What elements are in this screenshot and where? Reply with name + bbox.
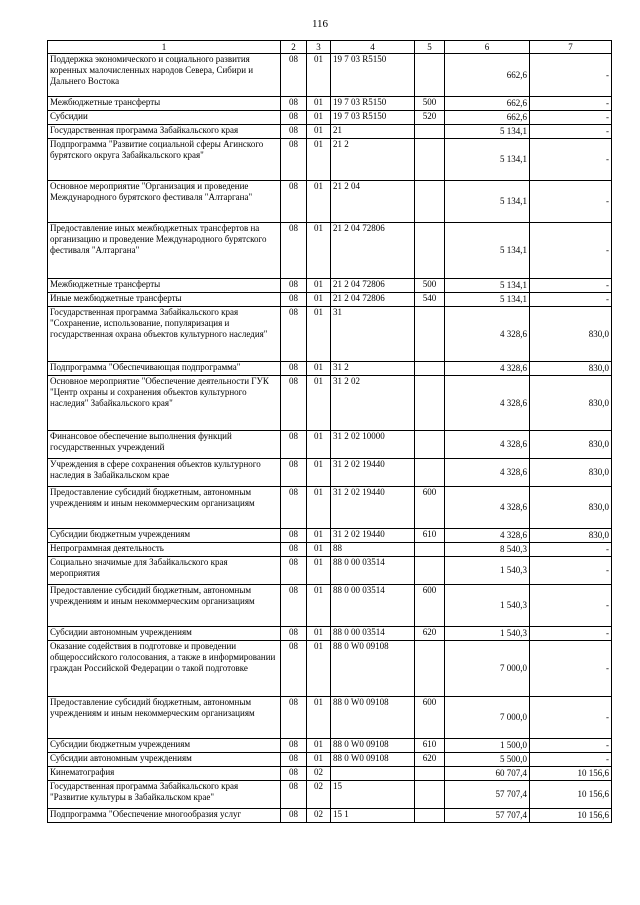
header-row: [48, 41, 612, 54]
target-article-cell: 31: [331, 307, 415, 362]
target-article-cell: [331, 767, 415, 781]
expense-type-cell: [415, 809, 445, 823]
section-cell: 08: [281, 487, 307, 529]
table-row: [48, 459, 612, 487]
amount-cell: 5 500,0: [445, 753, 530, 767]
amount-cell: 4 328,6: [445, 431, 530, 459]
amount-cell: 662,6: [445, 54, 530, 97]
target-article-cell: 88 0 W0 09108: [331, 697, 415, 739]
target-article-cell: 21 2 04 72806: [331, 279, 415, 293]
table-row: [48, 809, 612, 823]
target-article-cell: 88 0 00 03514: [331, 585, 415, 627]
section-cell: 08: [281, 125, 307, 139]
expense-type-cell: 500: [415, 97, 445, 111]
section-cell: 08: [281, 293, 307, 307]
row-name-cell: Основное мероприятие "Организация и проведение Международного бурятского фестиваля "Алтаргана": [48, 181, 281, 223]
amount-cell: 5 134,1: [445, 139, 530, 181]
amount-cell: 5 134,1: [445, 181, 530, 223]
section-cell: 08: [281, 753, 307, 767]
target-article-cell: 88 0 W0 09108: [331, 641, 415, 697]
expense-type-cell: 620: [415, 753, 445, 767]
expense-type-cell: [415, 376, 445, 431]
row-name-cell: Государственная программа Забайкальского края "Развитие культуры в Забайкальском крае": [48, 781, 281, 809]
amount-federal-cell: 830,0: [530, 487, 612, 529]
section-cell: 08: [281, 54, 307, 97]
section-cell: 08: [281, 362, 307, 376]
subsection-cell: 01: [307, 431, 331, 459]
table-row: [48, 307, 612, 362]
target-article-cell: 31 2 02 19440: [331, 459, 415, 487]
target-article-cell: 88 0 W0 09108: [331, 739, 415, 753]
row-name-cell: Кинематография: [48, 767, 281, 781]
amount-federal-cell: -: [530, 557, 612, 585]
subsection-cell: 01: [307, 697, 331, 739]
amount-federal-cell: 10 156,6: [530, 767, 612, 781]
row-name-cell: Межбюджетные трансферты: [48, 97, 281, 111]
section-cell: 08: [281, 543, 307, 557]
amount-federal-cell: -: [530, 697, 612, 739]
section-cell: 08: [281, 557, 307, 585]
table-row: [48, 543, 612, 557]
expense-type-cell: [415, 54, 445, 97]
amount-federal-cell: -: [530, 139, 612, 181]
expense-type-cell: 620: [415, 627, 445, 641]
row-name-cell: Учреждения в сфере сохранения объектов культурного наследия в Забайкальском крае: [48, 459, 281, 487]
table-row: [48, 739, 612, 753]
table-row: [48, 431, 612, 459]
row-name-cell: Непрограммная деятельность: [48, 543, 281, 557]
subsection-cell: 01: [307, 627, 331, 641]
expense-type-cell: 600: [415, 487, 445, 529]
amount-cell: 7 000,0: [445, 641, 530, 697]
amount-cell: 5 134,1: [445, 279, 530, 293]
section-cell: 08: [281, 111, 307, 125]
amount-cell: 1 500,0: [445, 739, 530, 753]
row-name-cell: Финансовое обеспечение выполнения функций государственных учреждений: [48, 431, 281, 459]
amount-cell: 5 134,1: [445, 293, 530, 307]
subsection-cell: 01: [307, 139, 331, 181]
amount-federal-cell: 830,0: [530, 529, 612, 543]
expense-type-cell: [415, 223, 445, 279]
target-article-cell: 15: [331, 781, 415, 809]
amount-cell: 1 540,3: [445, 557, 530, 585]
amount-federal-cell: -: [530, 753, 612, 767]
section-cell: 08: [281, 767, 307, 781]
row-name-cell: Субсидии: [48, 111, 281, 125]
subsection-cell: 02: [307, 767, 331, 781]
amount-federal-cell: -: [530, 627, 612, 641]
subsection-cell: 01: [307, 307, 331, 362]
amount-federal-cell: -: [530, 543, 612, 557]
section-cell: 08: [281, 627, 307, 641]
expense-type-cell: [415, 362, 445, 376]
subsection-cell: 01: [307, 739, 331, 753]
table-row: [48, 767, 612, 781]
table-row: [48, 557, 612, 585]
section-cell: 08: [281, 181, 307, 223]
subsection-cell: 01: [307, 54, 331, 97]
amount-cell: 662,6: [445, 111, 530, 125]
budget-table: [47, 40, 612, 823]
amount-federal-cell: -: [530, 125, 612, 139]
section-cell: 08: [281, 376, 307, 431]
section-cell: 08: [281, 223, 307, 279]
amount-federal-cell: 830,0: [530, 431, 612, 459]
row-name-cell: Подпрограмма "Развитие социальной сферы Агинского бурятского округа Забайкальского края": [48, 139, 281, 181]
section-cell: 08: [281, 529, 307, 543]
table-row: [48, 641, 612, 697]
column-header: 6: [445, 41, 530, 54]
target-article-cell: 88 0 00 03514: [331, 627, 415, 641]
expense-type-cell: [415, 767, 445, 781]
subsection-cell: 01: [307, 376, 331, 431]
section-cell: 08: [281, 781, 307, 809]
column-header: 7: [530, 41, 612, 54]
subsection-cell: 02: [307, 809, 331, 823]
expense-type-cell: 600: [415, 697, 445, 739]
expense-type-cell: 500: [415, 279, 445, 293]
amount-federal-cell: 830,0: [530, 459, 612, 487]
amount-federal-cell: -: [530, 223, 612, 279]
table-row: [48, 293, 612, 307]
column-header: 1: [48, 41, 281, 54]
section-cell: 08: [281, 279, 307, 293]
target-article-cell: 21 2: [331, 139, 415, 181]
amount-federal-cell: -: [530, 739, 612, 753]
amount-cell: 4 328,6: [445, 529, 530, 543]
expense-type-cell: 610: [415, 739, 445, 753]
expense-type-cell: [415, 781, 445, 809]
table-row: [48, 54, 612, 97]
target-article-cell: 21: [331, 125, 415, 139]
table-row: [48, 753, 612, 767]
expense-type-cell: [415, 557, 445, 585]
expense-type-cell: 600: [415, 585, 445, 627]
table-row: [48, 111, 612, 125]
row-name-cell: Предоставление субсидий бюджетным, автономным учреждениям и иным некоммерческим организациям: [48, 697, 281, 739]
subsection-cell: 01: [307, 362, 331, 376]
section-cell: 08: [281, 697, 307, 739]
amount-cell: 4 328,6: [445, 362, 530, 376]
column-header: 5: [415, 41, 445, 54]
subsection-cell: 01: [307, 181, 331, 223]
section-cell: 08: [281, 307, 307, 362]
section-cell: 08: [281, 459, 307, 487]
target-article-cell: 19 7 03 R5150: [331, 97, 415, 111]
subsection-cell: 01: [307, 125, 331, 139]
row-name-cell: Субсидии бюджетным учреждениям: [48, 529, 281, 543]
table-row: [48, 781, 612, 809]
column-header: 4: [331, 41, 415, 54]
row-name-cell: Иные межбюджетные трансферты: [48, 293, 281, 307]
amount-federal-cell: -: [530, 97, 612, 111]
row-name-cell: Подпрограмма "Обеспечение многообразия услуг: [48, 809, 281, 823]
row-name-cell: Субсидии автономным учреждениям: [48, 753, 281, 767]
expense-type-cell: [415, 431, 445, 459]
table-row: [48, 376, 612, 431]
row-name-cell: Субсидии автономным учреждениям: [48, 627, 281, 641]
amount-cell: 60 707,4: [445, 767, 530, 781]
expense-type-cell: [415, 139, 445, 181]
expense-type-cell: [415, 181, 445, 223]
amount-cell: 4 328,6: [445, 307, 530, 362]
table-row: [48, 139, 612, 181]
target-article-cell: 21 2 04 72806: [331, 293, 415, 307]
subsection-cell: 01: [307, 293, 331, 307]
table-row: [48, 585, 612, 627]
amount-federal-cell: -: [530, 585, 612, 627]
expense-type-cell: 610: [415, 529, 445, 543]
table-row: [48, 279, 612, 293]
row-name-cell: Предоставление субсидий бюджетным, автономным учреждениям и иным некоммерческим организациям: [48, 487, 281, 529]
amount-cell: 4 328,6: [445, 459, 530, 487]
target-article-cell: 31 2 02 19440: [331, 487, 415, 529]
section-cell: 08: [281, 431, 307, 459]
table-row: [48, 223, 612, 279]
target-article-cell: 19 7 03 R5150: [331, 111, 415, 125]
expense-type-cell: 540: [415, 293, 445, 307]
amount-federal-cell: 830,0: [530, 362, 612, 376]
target-article-cell: 31 2 02 10000: [331, 431, 415, 459]
amount-federal-cell: -: [530, 54, 612, 97]
amount-federal-cell: -: [530, 279, 612, 293]
table-row: [48, 627, 612, 641]
amount-cell: 1 540,3: [445, 627, 530, 641]
row-name-cell: Государственная программа Забайкальского края: [48, 125, 281, 139]
amount-cell: 57 707,4: [445, 809, 530, 823]
target-article-cell: 88: [331, 543, 415, 557]
target-article-cell: 88 0 00 03514: [331, 557, 415, 585]
target-article-cell: 31 2 02 19440: [331, 529, 415, 543]
subsection-cell: 01: [307, 557, 331, 585]
subsection-cell: 01: [307, 487, 331, 529]
target-article-cell: 21 2 04: [331, 181, 415, 223]
target-article-cell: 19 7 03 R5150: [331, 54, 415, 97]
amount-federal-cell: -: [530, 181, 612, 223]
amount-cell: 8 540,3: [445, 543, 530, 557]
row-name-cell: Субсидии бюджетным учреждениям: [48, 739, 281, 753]
subsection-cell: 01: [307, 543, 331, 557]
target-article-cell: 31 2: [331, 362, 415, 376]
page-number: 116: [311, 18, 329, 30]
target-article-cell: 88 0 W0 09108: [331, 753, 415, 767]
section-cell: 08: [281, 641, 307, 697]
subsection-cell: 01: [307, 223, 331, 279]
amount-federal-cell: -: [530, 293, 612, 307]
subsection-cell: 01: [307, 585, 331, 627]
amount-cell: 5 134,1: [445, 125, 530, 139]
table-row: [48, 181, 612, 223]
amount-cell: 7 000,0: [445, 697, 530, 739]
row-name-cell: Государственная программа Забайкальского края "Сохранение, использование, популяризация и государственная охрана объектов культурного наследия": [48, 307, 281, 362]
row-name-cell: Оказание содействия в подготовке и проведении общероссийского голосования, а также в информировании граждан Российской Федерации о такой подготовке: [48, 641, 281, 697]
row-name-cell: Основное мероприятие "Обеспечение деятельности ГУК "Центр охраны и сохранения объектов культурного наследия" Забайкальского края": [48, 376, 281, 431]
section-cell: 08: [281, 139, 307, 181]
table-row: [48, 97, 612, 111]
table-row: [48, 529, 612, 543]
amount-cell: 5 134,1: [445, 223, 530, 279]
table-row: [48, 125, 612, 139]
subsection-cell: 02: [307, 781, 331, 809]
expense-type-cell: [415, 543, 445, 557]
amount-federal-cell: 830,0: [530, 376, 612, 431]
subsection-cell: 01: [307, 753, 331, 767]
amount-federal-cell: 10 156,6: [530, 809, 612, 823]
amount-federal-cell: 10 156,6: [530, 781, 612, 809]
expense-type-cell: [415, 641, 445, 697]
section-cell: 08: [281, 585, 307, 627]
row-name-cell: Предоставление иных межбюджетных трансфертов на организацию и проведение Международного бурятского фестиваля "Алтаргана": [48, 223, 281, 279]
subsection-cell: 01: [307, 641, 331, 697]
amount-cell: 4 328,6: [445, 487, 530, 529]
target-article-cell: 31 2 02: [331, 376, 415, 431]
column-header: 3: [307, 41, 331, 54]
amount-cell: 662,6: [445, 97, 530, 111]
target-article-cell: 15 1: [331, 809, 415, 823]
amount-cell: 57 707,4: [445, 781, 530, 809]
section-cell: 08: [281, 809, 307, 823]
target-article-cell: 21 2 04 72806: [331, 223, 415, 279]
amount-cell: 4 328,6: [445, 376, 530, 431]
amount-federal-cell: -: [530, 641, 612, 697]
row-name-cell: Межбюджетные трансферты: [48, 279, 281, 293]
expense-type-cell: 520: [415, 111, 445, 125]
expense-type-cell: [415, 459, 445, 487]
table-row: [48, 487, 612, 529]
section-cell: 08: [281, 739, 307, 753]
row-name-cell: Социально значимые для Забайкальского края мероприятия: [48, 557, 281, 585]
table-row: [48, 362, 612, 376]
amount-federal-cell: 830,0: [530, 307, 612, 362]
subsection-cell: 01: [307, 97, 331, 111]
subsection-cell: 01: [307, 279, 331, 293]
row-name-cell: Подпрограмма "Обеспечивающая подпрограмма": [48, 362, 281, 376]
table-row: [48, 697, 612, 739]
column-header: 2: [281, 41, 307, 54]
subsection-cell: 01: [307, 529, 331, 543]
amount-cell: 1 540,3: [445, 585, 530, 627]
row-name-cell: Поддержка экономического и социального развития коренных малочисленных народов Севера, Сибири и Дальнего Востока: [48, 54, 281, 97]
row-name-cell: Предоставление субсидий бюджетным, автономным учреждениям и иным некоммерческим организациям: [48, 585, 281, 627]
section-cell: 08: [281, 97, 307, 111]
expense-type-cell: [415, 125, 445, 139]
subsection-cell: 01: [307, 459, 331, 487]
expense-type-cell: [415, 307, 445, 362]
amount-federal-cell: -: [530, 111, 612, 125]
subsection-cell: 01: [307, 111, 331, 125]
